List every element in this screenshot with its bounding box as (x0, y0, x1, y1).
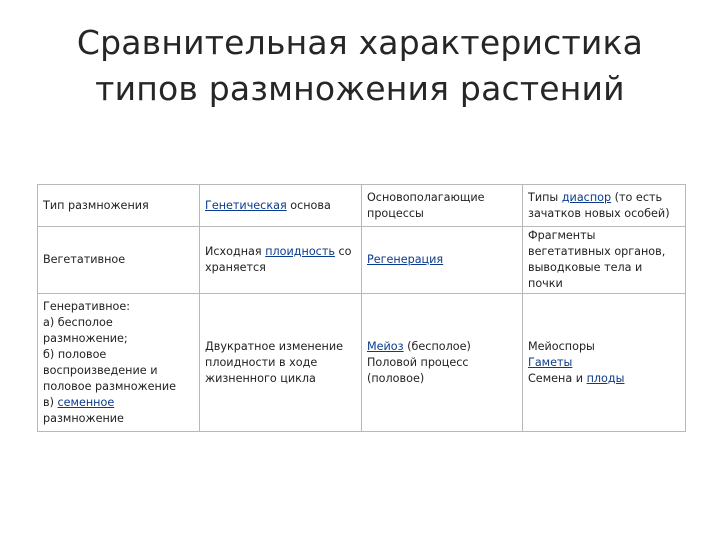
generative-type-line-2: а) бесполое размножение; (43, 315, 128, 345)
header-processes-label: Основополагающие процессы (367, 190, 485, 220)
vegetative-type-cell (38, 227, 200, 294)
regeneration-link[interactable]: Регенерация (367, 253, 444, 266)
generative-process-cell (362, 294, 523, 432)
slide-title-line-1: Сравнительная характеристика (76, 23, 644, 62)
sexual-process-text: Половой процесс (половое) (367, 355, 469, 385)
generative-type-c-post: размножение (43, 411, 124, 425)
vegetative-diaspore-text: Фрагменты вегетативных органов, выводковые тела и почки (528, 229, 666, 290)
header-genetic-rest: основа (286, 198, 331, 212)
seeds-pre: Семена и (528, 371, 587, 385)
header-diaspore-pre: Типы (528, 190, 562, 204)
header-type-label: Тип размножения (43, 198, 149, 212)
header-diaspore-post: (то есть зачатков новых особей) (528, 190, 670, 220)
ploidy-link[interactable]: плоидность (265, 245, 335, 258)
table-header-row (38, 185, 686, 227)
header-diaspore-cell (523, 185, 686, 227)
header-processes-cell (362, 185, 523, 227)
fruits-link[interactable]: плоды (586, 371, 625, 385)
vegetative-type-label: Вегетативное (43, 253, 126, 266)
generative-type-c-pre: в) (43, 395, 58, 409)
seed-link[interactable]: семенное (57, 395, 115, 409)
table-row-vegetative (38, 227, 686, 294)
header-genetic-cell (200, 185, 362, 227)
meiosis-post: (бесполое) (403, 339, 471, 353)
vegetative-diaspore-cell (523, 227, 686, 294)
gametes-link[interactable]: Гаметы (528, 355, 573, 369)
slide-title-line-2: типов размножения растений (95, 69, 625, 108)
table-row-generative (38, 294, 686, 432)
header-type-cell (38, 185, 200, 227)
diaspore-link[interactable]: диаспор (561, 190, 612, 204)
vegetative-process-cell (362, 227, 523, 294)
slide-title (40, 20, 680, 112)
generative-genetic-cell (200, 294, 362, 432)
meiospores-text: Мейоспоры (528, 339, 595, 353)
generative-type-cell (38, 294, 200, 432)
comparison-table (37, 184, 686, 432)
generative-genetic-text: Двукратное изменение плоидности в ходе жизненного цикла (205, 339, 343, 385)
genetic-link[interactable]: Генетическая (205, 198, 287, 212)
generative-type-line-1: Генеративное: (43, 299, 131, 313)
vegetative-genetic-pre: Исходная (205, 245, 266, 258)
generative-diaspore-cell (523, 294, 686, 432)
vegetative-genetic-cell (200, 227, 362, 294)
meiosis-link[interactable]: Мейоз (367, 339, 404, 353)
vegetative-genetic-post: со храняется (205, 245, 352, 274)
generative-type-line-3: б) половое воспроизведение и половое размножение (43, 347, 176, 393)
